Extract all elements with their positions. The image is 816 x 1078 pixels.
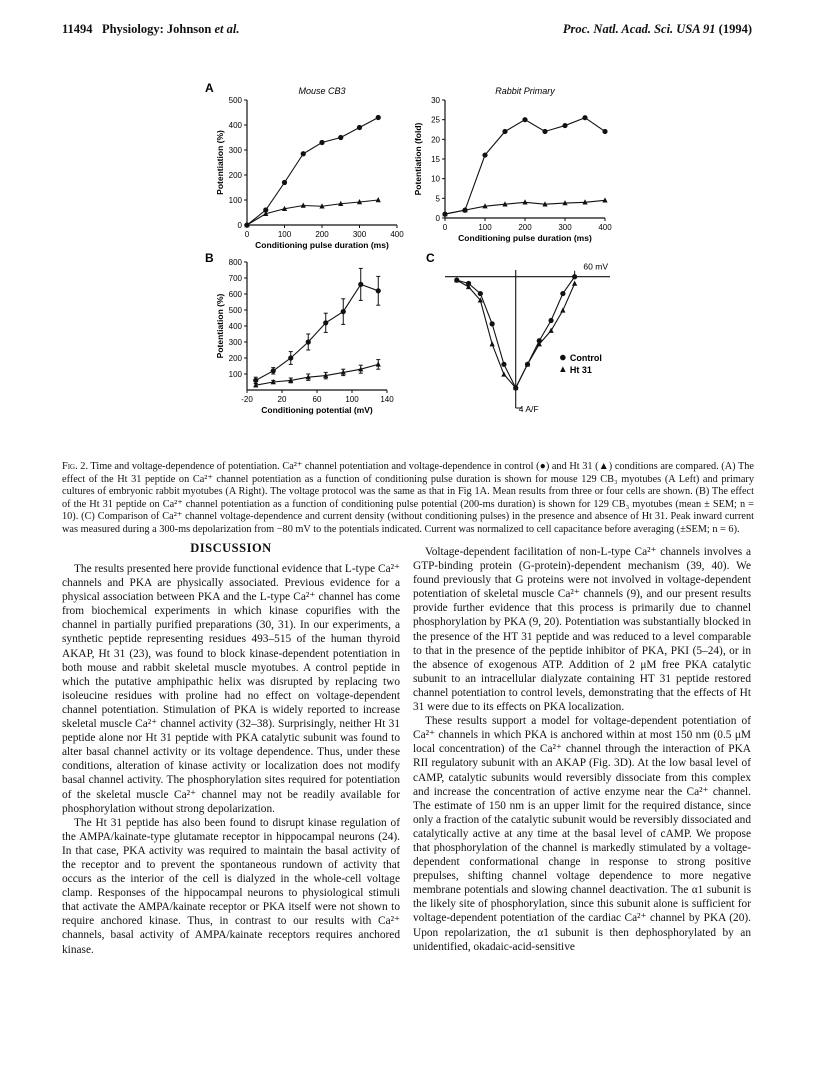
data-point-control xyxy=(301,151,306,156)
x-tick-label: 200 xyxy=(518,223,532,232)
y-tick-label: 700 xyxy=(228,274,242,283)
y-tick-label: 400 xyxy=(228,121,242,130)
x-tick-label: 60 xyxy=(312,395,322,404)
panel-label-c: C xyxy=(426,251,435,265)
paragraph: These results support a model for voltage-dependent potentiation of Ca²⁺ channels in which PKA is anchored within at most 150 nm (0.5 μM local concentration) of the Ca²⁺ channel through the interaction of PKA RII regulatory subunit with an AKAP (Fig. 3D). At the low basal level of cAMP, catalytic subunits would reversibly dissociate from this complex and increase the concentration of active enzyme near the Ca²⁺ channel. The estimate of 150 nm is an upper limit for the required distance, since only a fraction of the catalytic subunit would be reversibly dissociated and catalytically active at any time at the basal level of cAMP. We propose that phosphorylation of the channel is markedly stimulated by a voltage-dependent conformational change in response to strong positive prepulses, shifting channel voltage dependence to more negative membrane potentials and slowing channel deactivation. The α1 subunit is the likely site of phosphorylation, since this subunit alone is sufficient for voltage-dependent potentiation of the cardiac Ca²⁺ channel by PKA (20). Upon repolarization, the α1 subunit is then dephosphorylated by an unidentified, okadaic-acid-sensitive xyxy=(413,715,752,953)
data-point-control xyxy=(582,115,587,120)
y-tick-label: 0 xyxy=(435,214,440,223)
data-point-control xyxy=(602,129,607,134)
y-tick-label: 200 xyxy=(228,171,242,180)
data-point-control xyxy=(501,362,506,367)
journal-year: (1994) xyxy=(718,22,752,36)
x-tick-label: 100 xyxy=(277,230,292,239)
y-tick-label: 0 xyxy=(237,221,242,230)
data-point-control xyxy=(376,115,381,120)
page-number: 11494 xyxy=(62,22,93,36)
data-point-ht31 xyxy=(501,371,506,376)
running-head-right xyxy=(563,22,752,37)
data-point-control xyxy=(478,291,483,296)
legend-label-control: Control xyxy=(569,353,602,364)
chart-conditioning-potential xyxy=(215,258,394,415)
series-line-control xyxy=(256,284,379,380)
data-point-control xyxy=(358,282,363,287)
section-heading-discussion: DISCUSSION xyxy=(190,541,272,555)
legend-label-ht31: Ht 31 xyxy=(569,365,592,376)
data-point-control xyxy=(376,288,381,293)
data-point-control xyxy=(253,378,258,383)
chart-title: Rabbit Primary xyxy=(495,86,555,96)
data-point-control xyxy=(288,355,293,360)
y-tick-label: 400 xyxy=(228,322,242,331)
et-al: et al. xyxy=(214,22,240,36)
y-tick-label: 600 xyxy=(228,290,242,299)
x-tick-label: 100 xyxy=(345,395,359,404)
figure-2 xyxy=(195,78,615,448)
page-header xyxy=(62,22,752,38)
data-point-ht31 xyxy=(376,197,381,202)
y-tick-label: 15 xyxy=(431,155,440,164)
running-head-left xyxy=(62,22,239,37)
x-tick-label: 20 xyxy=(277,395,287,404)
caption-label: Fig. 2. xyxy=(62,461,89,472)
y-tick-label: 200 xyxy=(228,354,242,363)
data-point-control xyxy=(323,320,328,325)
y-tick-label: 100 xyxy=(228,370,242,379)
y-tick-label: 300 xyxy=(228,146,242,155)
data-point-control xyxy=(502,129,507,134)
chart-iv-curve xyxy=(445,262,610,414)
paragraph: The results presented here provide functional evidence that L-type Ca²⁺ channels and PKA are physically associated. Previous evidence for a physical association between PKA and the L-type Ca²⁺ channel has come from biochemical experiments in which kinase copurifies with the channel in partially purified preparations (30, 31). In our experiments, a synthetic peptide representing residues 493–515 of the human thyroid AKAP, Ht 31 (23), was found to block kinase-dependent potentiation in both mouse and rabbit skeletal muscle myotubes. A control peptide in which the putative amphipathic helix was disrupted by replacing two isoleucine residues with proline had no effect on voltage-dependent channel potentiation. Stimulation of PKA is widely reported to increase skeletal muscle Ca²⁺ channel activity (32–38). Surprisingly, neither Ht 31 peptide alone nor Ht 31 peptide with PKA catalytic subunit was found to alter basal channel activity or its voltage dependence. Thus, under these conditions, alteration of kinase activity or localization does not modify basal channel activity. The phosphorylation sites required for potentiation of the skeletal muscle Ca²⁺ channel may not be readily available for phosphorylation without strong depolarization. xyxy=(62,563,400,815)
data-point-control xyxy=(282,180,287,185)
data-point-ht31 xyxy=(560,307,565,312)
data-point-control xyxy=(542,129,547,134)
y-tick-label: 100 xyxy=(228,196,242,205)
data-point-control xyxy=(357,125,362,130)
paragraph: The Ht 31 peptide has also been found to disrupt kinase regulation of the AMPA/kainate-type glutamate receptor in hippocampal neurons (24). In that case, PKA activity was required to maintain the basal activity of the receptor and to prevent the spontaneous rundown of activity that occurs as the interior of the cell is dialyzed in the whole-cell voltage clamp. Responses of the hippocampal neurons to physiological stimuli that activate the AMPA/kainate receptor or PKA itself were not shown to require anchored kinase. Thus, in contrast to our results with Ca²⁺ channels, basal activity of AMPA/kainate receptors requires anchored kinase. xyxy=(62,816,400,956)
y-tick-label: 800 xyxy=(228,258,242,267)
column-left xyxy=(62,562,400,957)
chart-mouse-cb3 xyxy=(215,86,404,250)
caption-text: Time and voltage-dependence of potentiation. Ca²⁺ channel potentiation and voltage-dependence in control (●) and Ht 31 (▲) conditions are compared. (A) The effect of the Ht 31 peptide on Ca²⁺ channel potentiation as a function of conditioning pulse duration is shown for mouse 129 CB₃ myotubes (A Left) and primary cultures of embryonic rabbit myotubes (A Right). The voltage protocol was the same as that in Fig 1A. Mean results from three or four cells are shown. (B) The effect of the Ht 31 peptide on Ca²⁺ channel potentiation as a function of conditioning pulse potential (200-ms duration) is shown for 129 CB₃ myotubes (mean ± SEM; n = 10). (C) Comparison of Ca²⁺ channel voltage-dependence and current density (without conditioning pulses) in the presence and absence of Ht 31. Peak inward current was measured during a 300-ms depolarization from −80 mV to the potentials indicated. Current was normalized to cell capacitance before averaging (±SEM; n = 6). xyxy=(62,461,754,535)
x-tick-label: 300 xyxy=(558,223,572,232)
y-tick-label: 300 xyxy=(228,338,242,347)
data-point-control xyxy=(560,355,566,361)
data-point-ht31 xyxy=(376,361,381,366)
x-tick-label: 100 xyxy=(478,223,492,232)
y-tick-label: 30 xyxy=(431,96,440,105)
data-point-ht31 xyxy=(490,341,495,346)
y-tick-label: 5 xyxy=(435,194,440,204)
section-title: Physiology: Johnson xyxy=(101,22,215,36)
scale-label-current: 4 A/F xyxy=(518,404,539,414)
scale-label-voltage: 60 mV xyxy=(583,261,608,272)
figure-caption xyxy=(62,461,754,536)
x-tick-label: 300 xyxy=(352,230,367,239)
journal-name: Proc. Natl. Acad. Sci. USA 91 xyxy=(562,22,719,36)
data-point-control xyxy=(319,140,324,145)
y-tick-label: 500 xyxy=(228,306,242,315)
y-axis-label: Potentiation (fold) xyxy=(413,122,423,196)
x-tick-label: 0 xyxy=(244,230,250,239)
y-axis-label: Potentiation (%) xyxy=(215,130,225,195)
data-point-control xyxy=(548,318,553,323)
x-tick-label: 200 xyxy=(315,230,329,239)
x-tick-label: -20 xyxy=(241,395,253,404)
x-axis-label: Conditioning pulse duration (ms) xyxy=(255,240,389,250)
data-point-control xyxy=(482,152,487,157)
column-right xyxy=(413,545,751,954)
y-tick-label: 20 xyxy=(431,135,440,145)
x-tick-label: 400 xyxy=(598,223,612,232)
panel-label-b: B xyxy=(205,251,214,265)
x-tick-label: 400 xyxy=(390,230,404,239)
chart-title: Mouse CB3 xyxy=(298,86,346,96)
y-tick-label: 25 xyxy=(431,115,440,125)
data-point-control xyxy=(560,291,565,296)
x-tick-label: 0 xyxy=(442,223,448,232)
data-point-ht31 xyxy=(560,366,566,372)
y-axis-label: Potentiation (%) xyxy=(215,293,225,359)
y-tick-label: 10 xyxy=(431,174,440,184)
data-point-control xyxy=(338,135,343,140)
data-point-control xyxy=(522,117,527,122)
data-point-control xyxy=(341,309,346,314)
panel-label-a: A xyxy=(205,81,214,95)
x-tick-label: 140 xyxy=(380,395,394,404)
data-point-control xyxy=(490,321,495,326)
data-point-control xyxy=(572,274,577,279)
data-point-control xyxy=(271,368,276,373)
y-tick-label: 500 xyxy=(228,96,242,105)
data-point-control xyxy=(562,123,567,128)
x-axis-label: Conditioning potential (mV) xyxy=(261,405,373,415)
x-axis-label: Conditioning pulse duration (ms) xyxy=(458,233,592,243)
data-point-control xyxy=(306,339,311,344)
data-point-ht31 xyxy=(572,281,577,286)
paragraph: Voltage-dependent facilitation of non-L-type Ca²⁺ channels involves a GTP-binding protein (G-protein)-dependent mechanism (39, 40). We found previously that G proteins were not involved in voltage-dependent potentiation of skeletal muscle Ca²⁺ channels (9), and our present results provide further evidence that this process is primarily due to channel phosphorylation by PKA (9, 20). Potentiation was substantially blocked in the presence of the HT 31 peptide and was reduced to a level comparable to that in the presence of the peptide inhibitor of PKA, PKI (5–24), or in the absence of exogenous ATP. Addition of 2 μM free PKA catalytic subunit to an intracellular dialyzate containing HT 31 peptide restored channel potentiation to control levels, demonstrating that the effects of Ht 31 were due to its effects on PKA localization. xyxy=(413,546,751,714)
chart-rabbit-primary xyxy=(413,86,612,243)
